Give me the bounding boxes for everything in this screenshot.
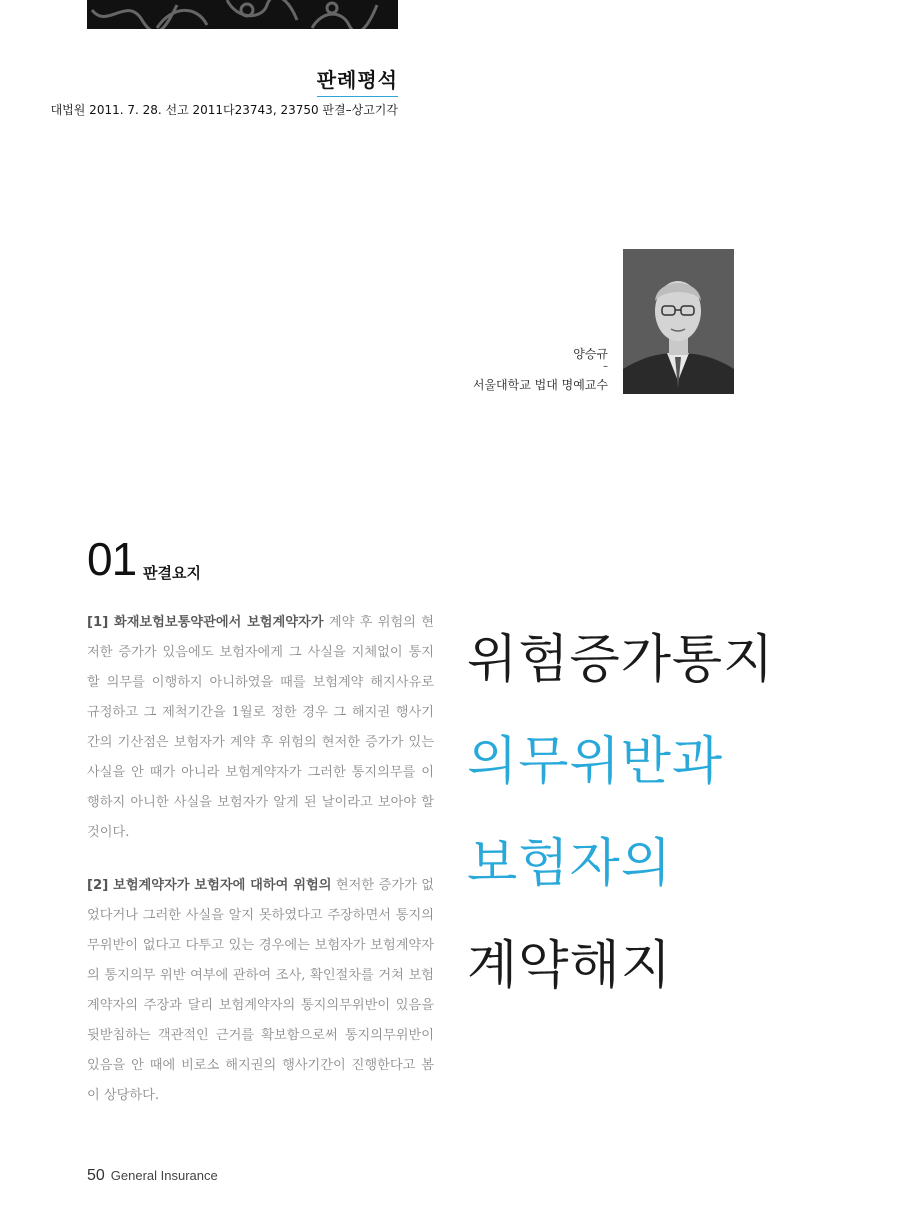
publication-name: General Insurance [110,1168,218,1183]
section-title: 판결요지 [143,564,201,582]
page-number: 50 [87,1167,105,1184]
headline-line-3: 보험자의 [467,834,672,894]
headline-line-4: 계약해지 [467,936,672,996]
case-reference: 대법원 2011. 7. 28. 선고 2011다23743, 23750 판결–상고기각 [50,103,398,117]
decorative-banner [87,0,398,29]
headline-line-2: 의무위반과 [467,732,724,792]
headline-line-1: 위험증가통지 [467,630,775,690]
section-label: 판례평석 [317,64,398,97]
paragraph-1-lead: [1] 화재보험보통약관에서 보험계약자가 [87,615,324,630]
paragraph-2-body: 현저한 증가가 없었다거나 그러한 사실을 알지 못하였다고 주장하면서 통지의무위반이 없다고 다투고 있는 경우에는 보험자가 보험계약자의 통지의무 위반 여부에 관하여 조사, 확인절차를 거쳐 보험계약자의 주장과 달리 보험계약자의 통지의무위반이 있음을 뒷받침하는 객관적인 근거를 확보함으로써 통지의무위반이 있음을 안 때에 비로소 해지권의 행사기간이 진행한다고 봄이 상당하다. [87,878,435,1103]
author-divider: – [603,361,608,372]
author-title: 서울대학교 법대 명예교수 [472,378,608,392]
author-photo [623,249,734,394]
section-number: 01 [87,533,137,585]
ruling-paragraph-1 [87,608,434,848]
paragraph-2-lead: [2] 보험계약자가 보험자에 대하여 위험의 [87,878,332,893]
author-name: 양승규 [573,347,608,361]
paragraph-1-body: 계약 후 위험의 현저한 증가가 있음에도 보험자에게 그 사실을 지체없이 통지할 의무를 이행하지 아니하였을 때를 보험계약 해지사유로 규정하고 그 제척기간을 1월로 정한 경우 그 해지권 행사기간의 기산점은 보험자가 계약 후 위험의 현저한 증가가 있는 사실을 안 때가 아니라 보험계약자가 그러한 통지의무를 이행하지 아니한 사실을 보험자가 알게 된 날이라고 보아야 할 것이다. [87,615,434,840]
ruling-paragraph-2 [87,871,434,1111]
page-footer [87,1167,218,1185]
